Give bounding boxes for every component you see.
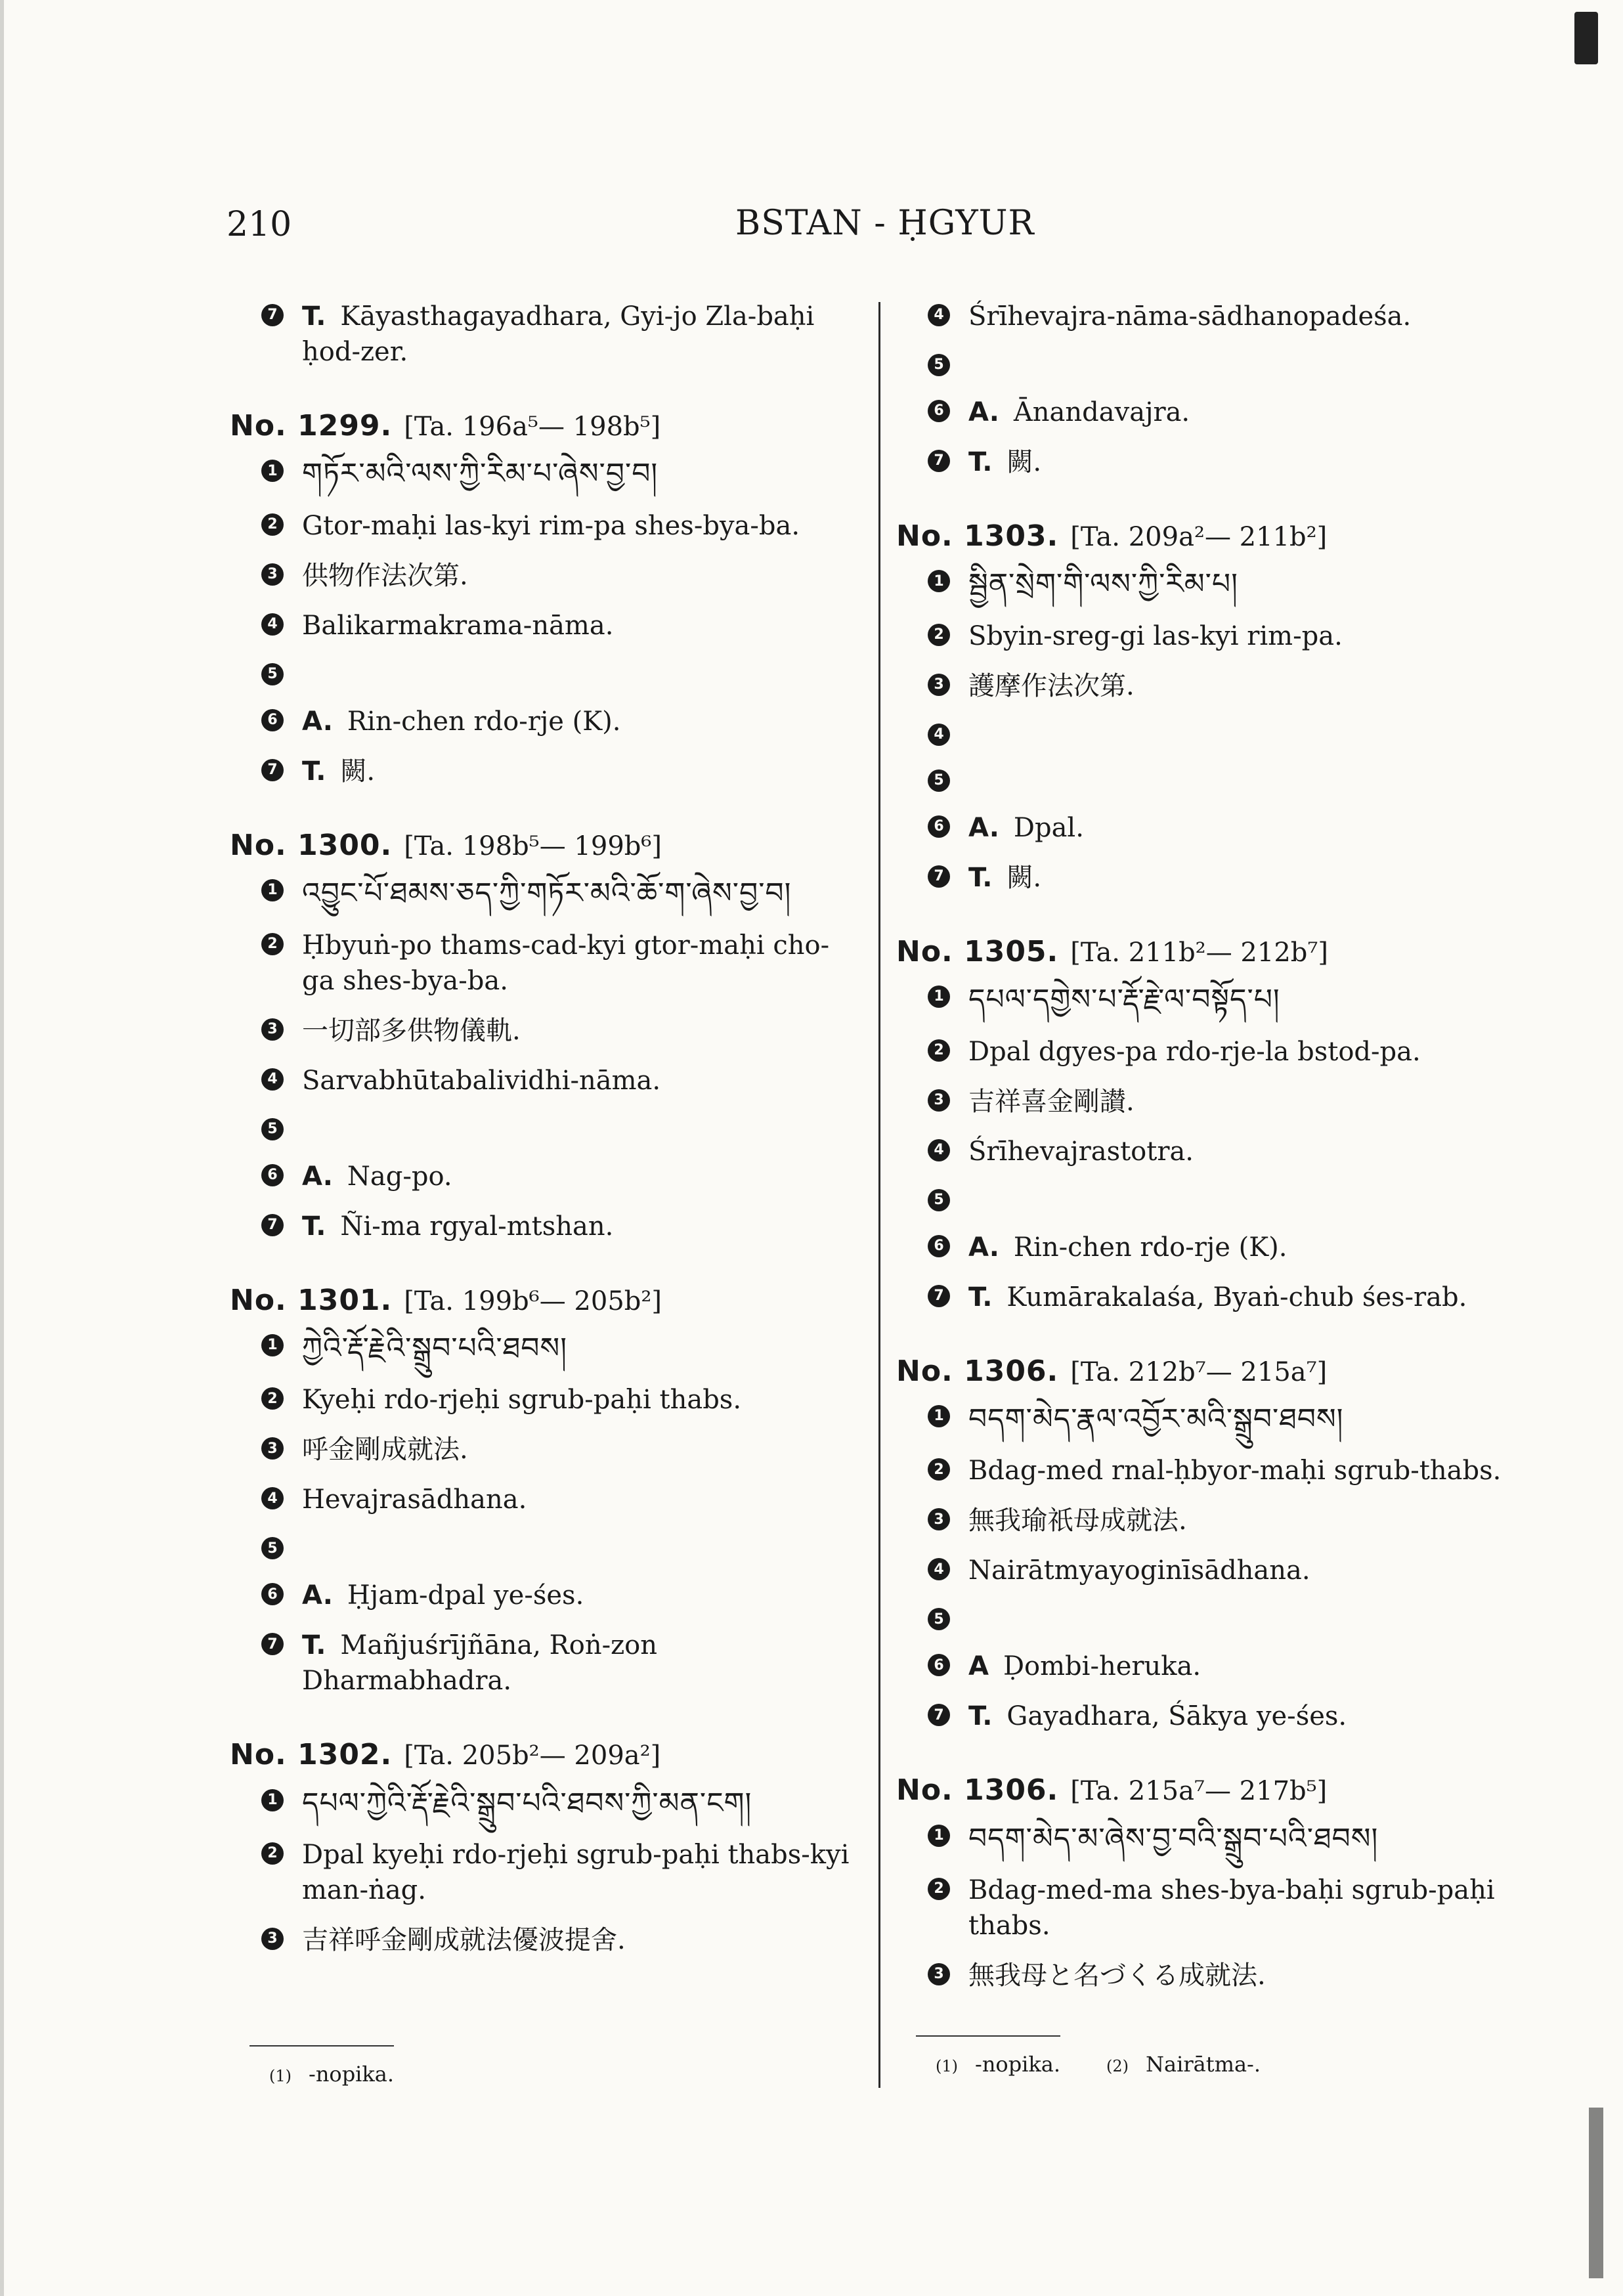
field-number-marker: 2 (928, 1039, 950, 1062)
field-number-marker: 4 (928, 1558, 950, 1580)
field-value (302, 1382, 860, 1418)
entry-field (261, 1063, 860, 1098)
field-text: Dpal dgyes-pa rdo-rje-la bstod-pa. (968, 1036, 1421, 1067)
entry-number: No. 1301. (230, 1283, 393, 1317)
entry-field (261, 1013, 860, 1049)
field-value (968, 1958, 1540, 1993)
entry-number: No. 1303. (896, 519, 1059, 553)
entry-field (928, 1184, 1540, 1215)
entry-field (928, 1034, 1540, 1070)
entry-field (928, 349, 1540, 380)
catalog-entry (896, 1352, 1540, 1735)
entry-field (928, 1400, 1540, 1439)
field-text: Kumārakalaśa, Byaṅ-chub śes-rab. (1006, 1282, 1467, 1312)
folio-range: [Ta. 209a²— 211b²] (1070, 522, 1328, 552)
left-column (230, 299, 860, 1995)
field-code: T. (968, 862, 993, 893)
field-number-marker: 1 (928, 1405, 950, 1427)
entry-number: No. 1306. (896, 1773, 1059, 1808)
catalog-entry (230, 299, 860, 370)
field-text: Bdag-med rnal-ḥbyor-maḥi sgrub-thabs. (968, 1456, 1502, 1486)
footnote (1106, 2052, 1261, 2077)
entry-field (261, 1113, 860, 1144)
field-value (968, 395, 1540, 430)
field-value (302, 1013, 860, 1049)
field-value (302, 1159, 860, 1194)
field-code: T. (302, 1630, 326, 1661)
footnote-text: -nopika. (309, 2062, 395, 2087)
field-code: T. (302, 1211, 326, 1242)
field-value (302, 1922, 860, 1958)
field-number-marker: 3 (928, 1089, 950, 1112)
tibetan-title (968, 565, 1540, 603)
folio-range: [Ta. 196a⁵— 198b⁵] (404, 412, 661, 442)
field-text: 無我瑜祇母成就法. (968, 1505, 1187, 1536)
field-number-marker: 2 (261, 933, 284, 955)
field-text: Sbyin-sreg-gi las-kyi rim-pa. (968, 620, 1343, 651)
entry-heading (896, 932, 1540, 971)
field-value (968, 810, 1540, 846)
field-text: 闕. (340, 756, 376, 787)
catalog-entry (230, 1735, 860, 1958)
field-number-marker: 4 (261, 1068, 284, 1091)
field-text: Rin-chen rdo-rje (K). (1013, 1232, 1288, 1263)
field-number-marker: 3 (261, 1928, 284, 1950)
entry-field (261, 1578, 860, 1613)
field-text: Śrīhevajrastotra. (968, 1136, 1194, 1167)
entry-field (928, 1819, 1540, 1858)
field-number-marker: 6 (928, 1235, 950, 1257)
entry-field (928, 618, 1540, 654)
field-text: Kāyasthagayadhara, Gyi-jo Zla-baḥi ḥod-zer. (302, 301, 815, 367)
entry-field (261, 508, 860, 544)
field-text: Rin-chen rdo-rje (K). (347, 706, 621, 737)
field-value (968, 1503, 1540, 1538)
entry-field (261, 1482, 860, 1517)
field-number-marker: 3 (928, 674, 950, 696)
footnote-mark: (2) (1106, 2057, 1129, 2075)
field-value (968, 299, 1540, 334)
field-text: Dpal kyeḥi rdo-rjeḥi sgrub-paḥi thabs-kyi man-ṅag. (302, 1840, 850, 1906)
field-code: A. (302, 1580, 333, 1611)
field-number-marker: 1 (261, 460, 284, 482)
field-number-marker: 3 (261, 1437, 284, 1460)
field-code: T. (968, 447, 993, 477)
field-text: Ānandavajra. (1013, 397, 1190, 427)
catalog-entry (896, 932, 1540, 1315)
field-number-marker: 4 (261, 1487, 284, 1509)
scan-edge-left (0, 0, 4, 2296)
scan-mark-bottom-right (1589, 2108, 1603, 2278)
field-code: T. (968, 1701, 993, 1732)
entry-field (261, 1329, 860, 1368)
field-number-marker: 2 (928, 1878, 950, 1900)
field-text: 吉祥喜金剛讃. (968, 1086, 1135, 1117)
entry-heading (896, 517, 1540, 555)
tibetan-title (968, 1819, 1540, 1858)
entry-field (928, 299, 1540, 334)
field-code: A (968, 1651, 989, 1682)
column-divider (878, 302, 880, 2088)
entry-field (261, 1837, 860, 1908)
field-code: A. (968, 812, 999, 843)
entry-field (261, 558, 860, 594)
field-number-marker: 2 (261, 513, 284, 536)
entry-field (928, 1503, 1540, 1538)
field-text: Ḥjam-dpal ye-śes. (347, 1580, 584, 1611)
field-number-marker: 6 (928, 1654, 950, 1676)
entry-heading (230, 406, 860, 445)
entry-field (928, 1453, 1540, 1488)
field-text: Gayadhara, Śākya ye-śes. (1006, 1701, 1347, 1732)
field-text: Bdag-med-ma shes-bya-baḥi sgrub-paḥi thabs. (968, 1875, 1495, 1941)
field-number-marker: 2 (261, 1387, 284, 1410)
field-value (968, 668, 1540, 704)
field-number-marker: 7 (928, 1704, 950, 1726)
scan-mark-top-right (1574, 12, 1598, 64)
field-text: དཔལ་ཀྱེའི་རྡོ་རྗེའི་སྒྲུབ་པའི་ཐབས་ཀྱི་མན་ངག། (302, 1786, 752, 1820)
field-number-marker: 5 (261, 1537, 284, 1559)
field-number-marker: 1 (261, 1334, 284, 1356)
field-number-marker: 5 (261, 1118, 284, 1140)
catalog-entry (896, 1771, 1540, 1993)
field-text: Dpal. (1013, 812, 1084, 843)
entry-field (928, 718, 1540, 750)
entry-field (928, 565, 1540, 603)
field-number-marker: 4 (261, 613, 284, 636)
footnote (936, 2052, 1060, 2077)
entry-field (928, 668, 1540, 704)
entry-field (928, 1280, 1540, 1315)
field-value (302, 1628, 860, 1699)
footnote (269, 2062, 394, 2087)
field-text: Śrīhevajra-nāma-sādhanopadeśa. (968, 301, 1412, 332)
footnote-mark: (1) (269, 2067, 292, 2085)
field-value (302, 508, 860, 544)
field-number-marker: 2 (261, 1842, 284, 1865)
folio-range: [Ta. 212b⁷— 215a⁷] (1070, 1356, 1328, 1387)
footnote-rule-left (249, 2045, 394, 2047)
tibetan-title (302, 1329, 860, 1368)
entry-heading (896, 1771, 1540, 1809)
field-value (302, 1432, 860, 1467)
entry-heading (230, 1281, 860, 1320)
field-number-marker: 7 (928, 450, 950, 472)
entry-field (928, 1084, 1540, 1119)
catalog-entry (896, 299, 1540, 480)
entry-field (261, 1432, 860, 1467)
field-code: A. (302, 706, 333, 737)
field-text: Nag-po. (347, 1161, 452, 1192)
footnotes-left (269, 2062, 440, 2087)
field-text: Sarvabhūtabalividhi-nāma. (302, 1065, 661, 1096)
footnote-mark: (1) (936, 2057, 958, 2075)
field-text: 一切部多供物儀軌. (302, 1015, 521, 1046)
catalog-entry (896, 517, 1540, 896)
field-value (968, 860, 1540, 896)
field-text: དཔལ་དགྱེས་པ་རྡོ་རྗེ་ལ་བསྟོད་པ། (968, 983, 1280, 1017)
field-code: T. (302, 756, 326, 787)
field-number-marker: 7 (261, 1214, 284, 1236)
entry-field (261, 754, 860, 789)
field-text: 無我母と名づくる成就法. (968, 1960, 1266, 1991)
entry-field (928, 810, 1540, 846)
field-text: ཀྱེའི་རྡོ་རྗེའི་སྒྲུབ་པའི་ཐབས། (302, 1331, 567, 1365)
entry-field (261, 658, 860, 689)
entry-field (261, 299, 860, 370)
entry-heading (896, 1352, 1540, 1391)
entry-field (261, 874, 860, 913)
page-number: 210 (227, 205, 292, 244)
field-text: Kyeḥi rdo-rjeḥi sgrub-paḥi thabs. (302, 1385, 742, 1416)
field-number-marker: 1 (261, 1789, 284, 1811)
field-text: Gtor-maḥi las-kyi rim-pa shes-bya-ba. (302, 510, 800, 541)
field-text: བདག་མེད་རྣལ་འབྱོར་མའི་སྒྲུབ་ཐབས། (968, 1402, 1344, 1436)
field-number-marker: 5 (928, 1608, 950, 1630)
entry-field (928, 860, 1540, 896)
entry-field (261, 454, 860, 493)
field-value (968, 1034, 1540, 1070)
catalog-entry (230, 1281, 860, 1699)
folio-range: [Ta. 211b²— 212b⁷] (1070, 937, 1329, 968)
field-number-marker: 1 (928, 1825, 950, 1847)
entry-field (928, 1230, 1540, 1265)
entry-field (261, 1532, 860, 1563)
field-number-marker: 3 (928, 1963, 950, 1985)
field-value (302, 299, 860, 370)
field-text: བདག་མེད་མ་ཞེས་བྱ་བའི་སྒྲུབ་པའི་ཐབས། (968, 1821, 1379, 1855)
field-text: 供物作法次第. (302, 560, 468, 591)
field-text: Mañjuśrījñāna, Roṅ-zon Dharmabhadra. (302, 1630, 658, 1697)
entry-field (261, 928, 860, 999)
field-text: Ñi-ma rgyal-mtshan. (340, 1211, 614, 1242)
field-code: A. (968, 397, 999, 427)
field-text: Ḥbyuṅ-po thams-cad-kyi gtor-maḥi cho-ga shes-bya-ba. (302, 930, 830, 996)
field-text: 呼金剛成就法. (302, 1435, 468, 1465)
field-value (302, 1578, 860, 1613)
entry-heading (230, 826, 860, 865)
field-value (302, 608, 860, 643)
field-text: 闕. (1006, 447, 1042, 477)
field-text: Ḍombi-heruka. (1003, 1651, 1201, 1682)
field-number-marker: 5 (928, 769, 950, 792)
entry-field (928, 1134, 1540, 1169)
entry-heading (230, 1735, 860, 1774)
field-value (968, 1699, 1540, 1734)
field-number-marker: 3 (928, 1508, 950, 1530)
entry-field (261, 1784, 860, 1823)
entry-number: No. 1306. (896, 1354, 1059, 1388)
tibetan-title (302, 454, 860, 493)
field-text: 護摩作法次第. (968, 670, 1135, 701)
field-number-marker: 6 (261, 1583, 284, 1605)
field-number-marker: 1 (928, 986, 950, 1008)
entry-field (261, 608, 860, 643)
field-number-marker: 2 (928, 1458, 950, 1481)
field-number-marker: 7 (261, 759, 284, 781)
field-text: 吉祥呼金剛成就法優波提舍. (302, 1925, 626, 1956)
field-value (968, 1280, 1540, 1315)
footnote-rule-right (916, 2035, 1060, 2037)
folio-range: [Ta. 205b²— 209a²] (404, 1741, 661, 1771)
tibetan-title (302, 874, 860, 913)
entry-field (928, 1553, 1540, 1588)
field-value (968, 1873, 1540, 1943)
entry-field (928, 764, 1540, 796)
field-number-marker: 4 (928, 1139, 950, 1161)
field-code: A. (968, 1232, 999, 1263)
folio-range: [Ta. 198b⁵— 199b⁶] (404, 831, 662, 861)
entry-field (928, 1958, 1540, 1993)
field-code: T. (968, 1282, 993, 1312)
field-code: A. (302, 1161, 333, 1192)
field-value (302, 1063, 860, 1098)
footnote-text: Nairātma-. (1146, 2052, 1261, 2077)
field-value (302, 1837, 860, 1908)
right-column (896, 299, 1540, 2030)
catalog-entry (230, 406, 860, 789)
entry-field (261, 1159, 860, 1194)
entry-field (261, 704, 860, 739)
entry-field (928, 444, 1540, 480)
footnotes-right (936, 2052, 1307, 2077)
field-text: Hevajrasādhana. (302, 1484, 527, 1515)
field-value (968, 1553, 1540, 1588)
field-text: Balikarmakrama-nāma. (302, 610, 614, 641)
entry-field (261, 1628, 860, 1699)
field-number-marker: 6 (928, 400, 950, 422)
field-value (302, 558, 860, 594)
field-number-marker: 6 (928, 815, 950, 838)
field-text: འབྱུང་པོ་ཐམས་ཅད་ཀྱི་གཏོར་མའི་ཆོ་ག་ཞེས་བྱ་བ། (302, 877, 792, 911)
tibetan-title (968, 980, 1540, 1019)
field-number-marker: 6 (261, 709, 284, 731)
entry-field (261, 1209, 860, 1244)
field-value (968, 1649, 1540, 1684)
field-number-marker: 6 (261, 1164, 284, 1186)
field-value (968, 1230, 1540, 1265)
entry-field (928, 1649, 1540, 1684)
field-number-marker: 5 (928, 354, 950, 376)
field-number-marker: 1 (261, 879, 284, 901)
field-text: Nairātmyayoginīsādhana. (968, 1555, 1310, 1586)
field-value (968, 618, 1540, 654)
field-value (302, 704, 860, 739)
entry-field (928, 1873, 1540, 1943)
field-number-marker: 5 (928, 1189, 950, 1211)
entry-number: No. 1300. (230, 828, 393, 862)
field-number-marker: 7 (928, 1285, 950, 1307)
entry-number: No. 1299. (230, 409, 393, 443)
folio-range: [Ta. 215a⁷— 217b⁵] (1070, 1776, 1328, 1807)
catalog-entry (230, 826, 860, 1244)
field-value (968, 444, 1540, 480)
footnote-text: -nopika. (975, 2052, 1061, 2077)
entry-field (261, 1382, 860, 1418)
field-value (302, 928, 860, 999)
field-number-marker: 1 (928, 570, 950, 592)
field-value (968, 1084, 1540, 1119)
field-value (302, 1482, 860, 1517)
field-number-marker: 5 (261, 663, 284, 685)
field-text: གཏོར་མའི་ལས་ཀྱི་རིམ་པ་ཞེས་བྱ་བ། (302, 457, 659, 491)
field-value (302, 1209, 860, 1244)
running-head: BSTAN - ḤGYUR (735, 204, 1035, 243)
field-number-marker: 3 (261, 563, 284, 586)
entry-field (928, 1699, 1540, 1734)
field-value (302, 754, 860, 789)
folio-range: [Ta. 199b⁶— 205b²] (404, 1286, 662, 1316)
field-number-marker: 7 (261, 304, 284, 326)
field-number-marker: 4 (928, 724, 950, 746)
field-number-marker: 4 (928, 304, 950, 326)
field-value (968, 1453, 1540, 1488)
entry-field (928, 1603, 1540, 1634)
entry-field (928, 395, 1540, 430)
field-number-marker: 3 (261, 1018, 284, 1041)
tibetan-title (302, 1784, 860, 1823)
entry-field (928, 980, 1540, 1019)
field-code: T. (302, 301, 326, 332)
field-number-marker: 7 (928, 865, 950, 888)
tibetan-title (968, 1400, 1540, 1439)
entry-number: No. 1302. (230, 1738, 393, 1772)
field-value (968, 1134, 1540, 1169)
field-text: 闕. (1006, 862, 1042, 893)
field-text: སྦྱིན་སྲེག་གི་ལས་ཀྱི་རིམ་པ། (968, 567, 1238, 601)
field-number-marker: 7 (261, 1633, 284, 1655)
field-number-marker: 2 (928, 624, 950, 646)
entry-number: No. 1305. (896, 934, 1059, 968)
entry-field (261, 1922, 860, 1958)
